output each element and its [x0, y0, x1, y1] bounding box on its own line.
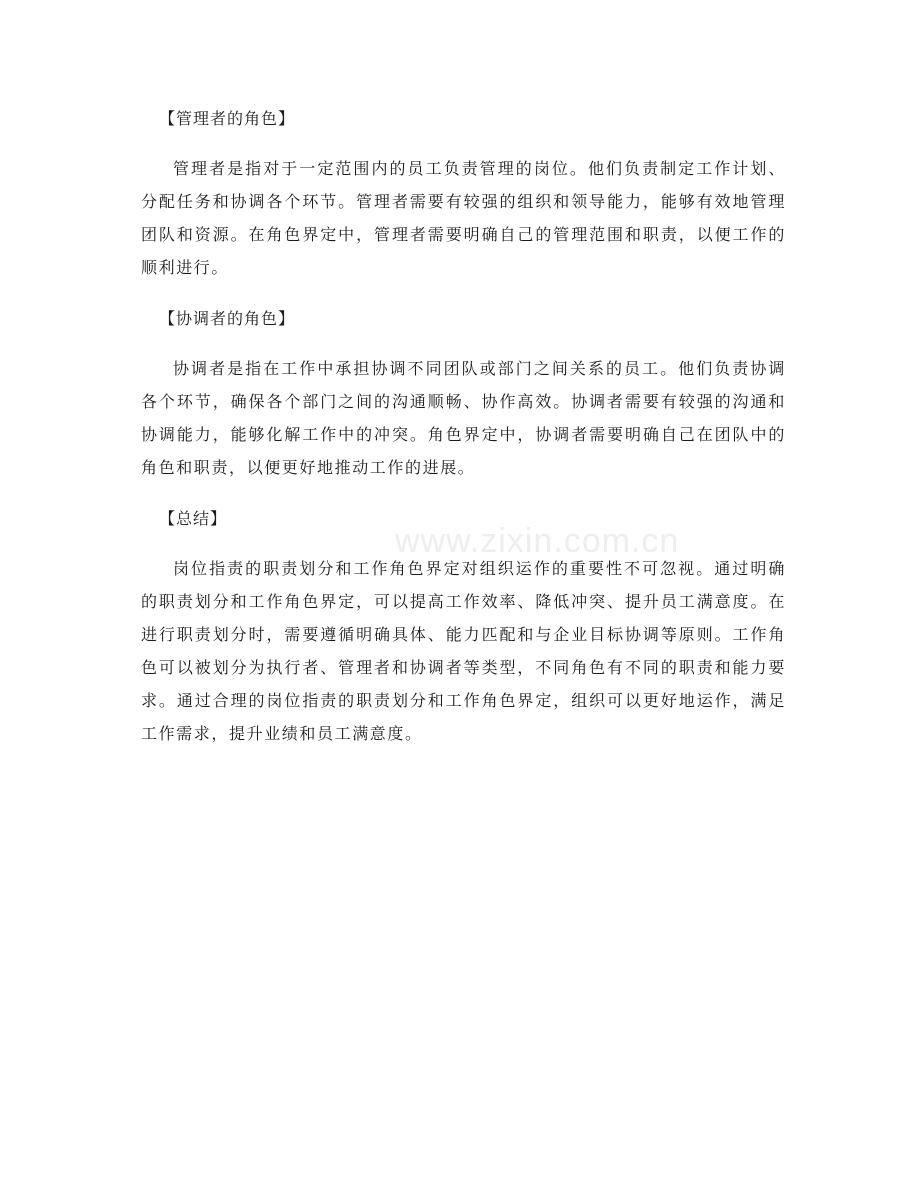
section-paragraph: 管理者是指对于一定范围内的员工负责管理的岗位。他们负责制定工作计划、分配任务和协调各个环节。管理者需要有较强的组织和领导能力，能够有效地管理团队和资源。在角色界定中，管理者需要明确自己的管理范围和职责，以便工作的顺利进行。: [141, 159, 786, 277]
watermark: www.zixin.com.cn: [395, 522, 680, 560]
section-heading: 【管理者的角色】: [159, 109, 296, 128]
section-heading: 【总结】: [159, 509, 228, 528]
section-coordinator-role: [141, 302, 786, 484]
section-paragraph: 岗位指责的职责划分和工作角色界定对组织运作的重要性不可忽视。通过明确的职责划分和工作角色界定，可以提高工作效率、降低冲突、提升员工满意度。在进行职责划分时，需要遵循明确具体、能力匹配和与企业目标协调等原则。工作角色可以被划分为执行者、管理者和协调者等类型，不同角色有不同的职责和能力要求。通过合理的岗位指责的职责划分和工作角色界定，组织可以更好地运作，满足工作需求，提升业绩和员工满意度。: [141, 559, 786, 743]
section-heading: 【协调者的角色】: [159, 309, 296, 328]
document-content: [141, 102, 786, 768]
section-manager-role: [141, 102, 786, 284]
section-paragraph: 协调者是指在工作中承担协调不同团队或部门之间关系的员工。他们负责协调各个环节，确保各个部门之间的沟通顺畅、协作高效。协调者需要有较强的沟通和协调能力，能够化解工作中的冲突。角色界定中，协调者需要明确自己在团队中的角色和职责，以便更好地推动工作的进展。: [141, 359, 786, 477]
section-summary: [141, 502, 786, 750]
